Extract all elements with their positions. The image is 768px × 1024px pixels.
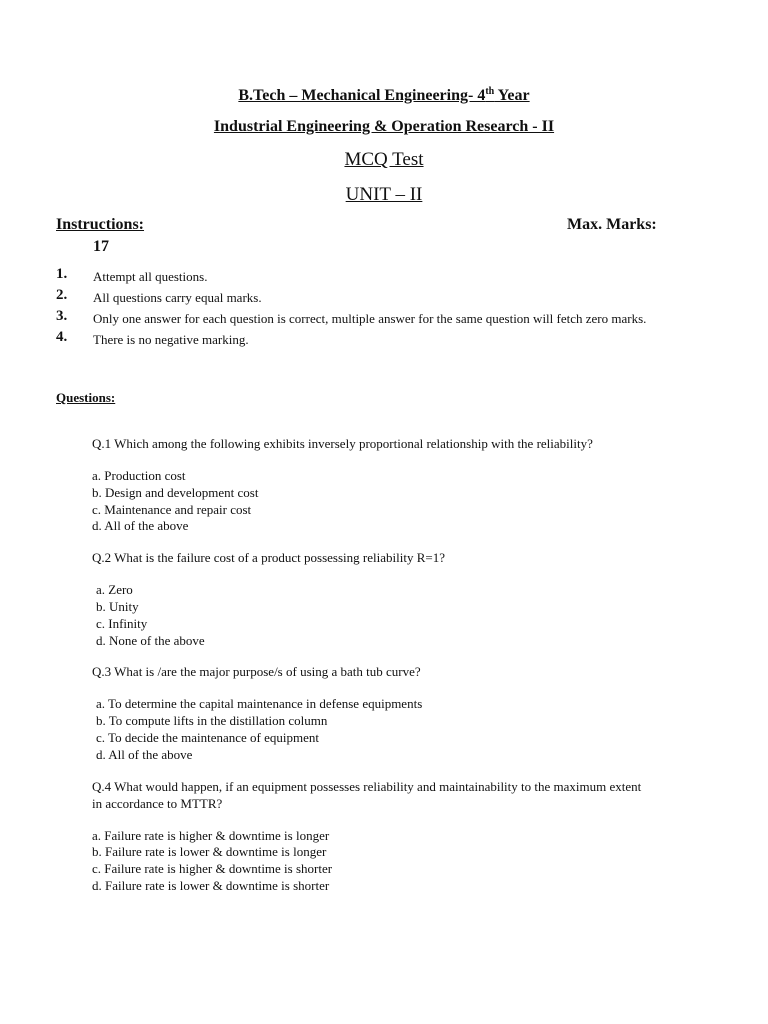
instruction-number: 1.	[56, 266, 68, 282]
instruction-text: Only one answer for each question is correct, multiple answer for the same question will fetch zero marks.	[93, 311, 647, 326]
instruction-number: 4.	[56, 329, 68, 345]
option-item: c. Infinity	[96, 615, 148, 631]
question-block	[92, 435, 652, 535]
question-block	[92, 549, 652, 649]
instruction-text: There is no negative marking.	[93, 332, 249, 347]
option-list	[92, 468, 652, 535]
question-block	[92, 663, 652, 763]
option-item: c. Maintenance and repair cost	[92, 501, 252, 517]
option-item: b. Failure rate is lower & downtime is longer	[92, 844, 327, 860]
instruction-text: Attempt all questions.	[93, 269, 208, 284]
instruction-number: 2.	[56, 287, 68, 303]
instruction-number: 3.	[56, 308, 68, 324]
instruction-item	[56, 310, 673, 327]
question-text: Q.1 Which among the following exhibits inversely proportional relationship with the reliability?	[92, 436, 593, 451]
subject-title: Industrial Engineering & Operation Research - II	[213, 118, 555, 135]
question-text: Q.4 What would happen, if an equipment possesses reliability and maintainability to the maximum extent in accordance to MTTR?	[92, 778, 642, 811]
max-marks-value: 17	[93, 238, 109, 255]
course-title	[0, 86, 768, 105]
option-item: c. Failure rate is higher & downtime is shorter	[92, 861, 333, 877]
unit-title: UNIT – II	[345, 184, 423, 205]
option-item: a. Failure rate is higher & downtime is longer	[92, 827, 330, 843]
question-text: Q.2 What is the failure cost of a product possessing reliability R=1?	[92, 550, 445, 566]
test-title: MCQ Test	[344, 149, 424, 170]
option-item: a. Zero	[96, 582, 133, 598]
option-item: c. To decide the maintenance of equipment	[96, 729, 320, 745]
option-item: b. Unity	[96, 598, 139, 614]
course-title-superscript: th	[485, 86, 495, 97]
instruction-item	[56, 268, 673, 285]
instruction-item	[56, 289, 673, 306]
option-list	[92, 828, 652, 895]
max-marks-label: Max. Marks:	[567, 216, 657, 233]
option-list	[92, 582, 652, 649]
course-title-main: B.Tech – Mechanical Engineering- 4	[238, 87, 486, 104]
question-text: Q.3 What is /are the major purpose/s of using a bath tub curve?	[92, 664, 421, 680]
course-title-tail: Year	[494, 87, 530, 104]
option-item: a. To determine the capital maintenance in defense equipments	[96, 696, 423, 712]
option-item: b. Design and development cost	[92, 484, 259, 500]
questions-heading: Questions:	[56, 390, 116, 405]
instructions-list	[56, 268, 673, 352]
option-item: d. None of the above	[96, 632, 205, 648]
option-item: a. Production cost	[92, 468, 186, 483]
instruction-item	[56, 331, 673, 348]
option-item: d. All of the above	[96, 746, 193, 762]
instruction-text: All questions carry equal marks.	[93, 290, 262, 305]
instructions-heading: Instructions:	[56, 216, 145, 233]
option-item: d. All of the above	[92, 518, 189, 534]
question-block	[92, 778, 652, 895]
questions-section	[92, 435, 652, 909]
option-item: d. Failure rate is lower & downtime is shorter	[92, 877, 330, 893]
option-item: b. To compute lifts in the distillation column	[96, 713, 328, 729]
option-list	[92, 696, 652, 763]
